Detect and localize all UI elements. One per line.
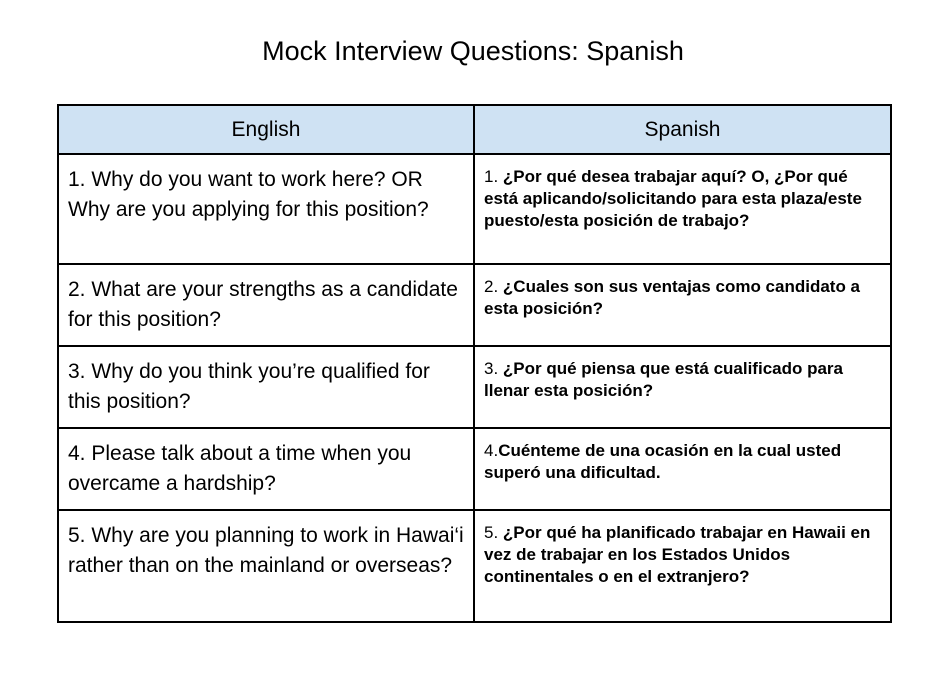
question-number: 5.: [484, 523, 503, 542]
question-number: 4.: [484, 441, 499, 460]
question-number: 3.: [484, 359, 503, 378]
spanish-question-text: ¿Por qué ha planificado trabajar en Hawaii en vez de trabajar en los Estados Unidos continentales o en el extranjero?: [484, 523, 871, 586]
spanish-question-text: ¿Por qué piensa que está cualificado para llenar esta posición?: [484, 359, 844, 400]
spanish-question-text: Cuénteme de una ocasión en la cual usted superó una dificultad.: [484, 441, 842, 482]
table-row: [58, 428, 891, 510]
document-title: Mock Interview Questions: Spanish: [262, 36, 684, 66]
english-question: 4. Please talk about a time when you overcame a hardship?: [58, 428, 474, 510]
interview-questions-table: [57, 104, 892, 623]
spanish-question-text: ¿Por qué desea trabajar aquí? O, ¿Por qué está aplicando/solicitando para esta plaza/este puesto/esta posición de trabajo?: [484, 167, 862, 230]
column-header-spanish: Spanish: [474, 105, 891, 154]
header-row: [58, 105, 891, 154]
spanish-question: [474, 510, 891, 622]
question-number: 1.: [484, 167, 503, 186]
english-question: 5. Why are you planning to work in Hawai‘i rather than on the mainland or overseas?: [58, 510, 474, 622]
table-row: [58, 154, 891, 264]
question-number: 2.: [484, 277, 503, 296]
english-question: 3. Why do you think you’re qualified for this position?: [58, 346, 474, 428]
table-row: [58, 264, 891, 346]
english-question: 1. Why do you want to work here? OR Why are you applying for this position?: [58, 154, 474, 264]
table-row: [58, 346, 891, 428]
spanish-question: [474, 346, 891, 428]
spanish-question-text: ¿Cuales son sus ventajas como candidato a esta posición?: [484, 277, 861, 318]
english-question: 2. What are your strengths as a candidate for this position?: [58, 264, 474, 346]
table-row: [58, 510, 891, 622]
spanish-question: [474, 264, 891, 346]
spanish-question: [474, 428, 891, 510]
spanish-question: [474, 154, 891, 264]
column-header-english: English: [58, 105, 474, 154]
